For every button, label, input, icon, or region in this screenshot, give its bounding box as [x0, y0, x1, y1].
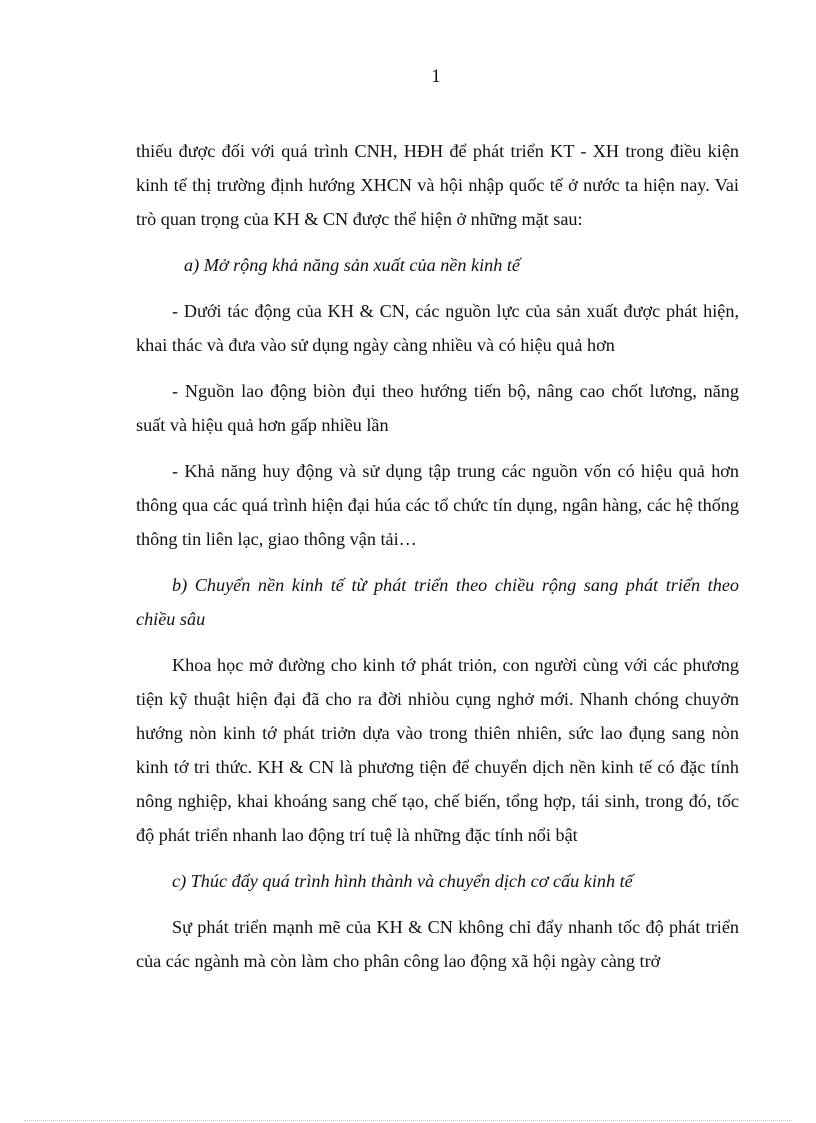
- page-bottom-divider: [24, 1120, 792, 1121]
- bullet-paragraph: - Nguồn lao động biòn đụi theo hướng tiến bộ, nâng cao chốt lương, năng suất và hiệu quả hơn gấp nhiều lần: [136, 381, 739, 435]
- paragraph-continuation: thiếu được đối với quá trình CNH, HĐH để phát triển KT - XH trong điều kiện kinh tế thị trường định hướng XHCN và hội nhập quốc tế ở nước ta hiện nay. Vai trò quan trọng của KH & CN được thể hiện ở những mặt sau:: [136, 141, 739, 229]
- document-body: [136, 134, 739, 990]
- section-heading-c: c) Thúc đẩy quá trình hình thành và chuyển dịch cơ cấu kinh tế: [172, 871, 633, 891]
- section-heading-b: b) Chuyển nền kinh tế từ phát triển theo chiều rộng sang phát triển theo chiều sâu: [136, 575, 739, 629]
- body-paragraph: Khoa học mở đường cho kinh tớ phát triỏn, con người cùng với các phương tiện kỹ thuật hiện đại đã cho ra đời nhiòu cụng nghở mới. Nhanh chóng chuyởn hướng nòn kinh tớ phát triởn dựa vào trong thiên nhiên, sức lao đụng sang nòn kinh tớ tri thức. KH & CN là phương tiện để chuyển dịch nền kinh tế có đặc tính nông nghiệp, khai khoáng sang chế tạo, chế biến, tổng hợp, tái sinh, trong đó, tốc độ phát triển nhanh lao động trí tuệ là những đặc tính nổi bật: [136, 655, 739, 845]
- page-number: 1: [431, 66, 441, 87]
- bullet-paragraph: - Khả năng huy động và sử dụng tập trung các nguồn vốn có hiệu quả hơn thông qua các quá trình hiện đại húa các tổ chức tín dụng, ngân hàng, các hệ thống thông tin liên lạc, giao thông vận tải…: [136, 461, 739, 549]
- section-heading-a: a) Mở rộng khả năng sản xuất của nền kinh tế: [184, 255, 521, 275]
- bullet-paragraph: - Dưới tác động của KH & CN, các nguồn lực của sản xuất được phát hiện, khai thác và đưa vào sử dụng ngày càng nhiều và có hiệu quả hơn: [136, 301, 739, 355]
- body-paragraph: Sự phát triển mạnh mẽ của KH & CN không chỉ đẩy nhanh tốc độ phát triển của các ngành mà còn làm cho phân công lao động xã hội ngày càng trở: [136, 917, 739, 971]
